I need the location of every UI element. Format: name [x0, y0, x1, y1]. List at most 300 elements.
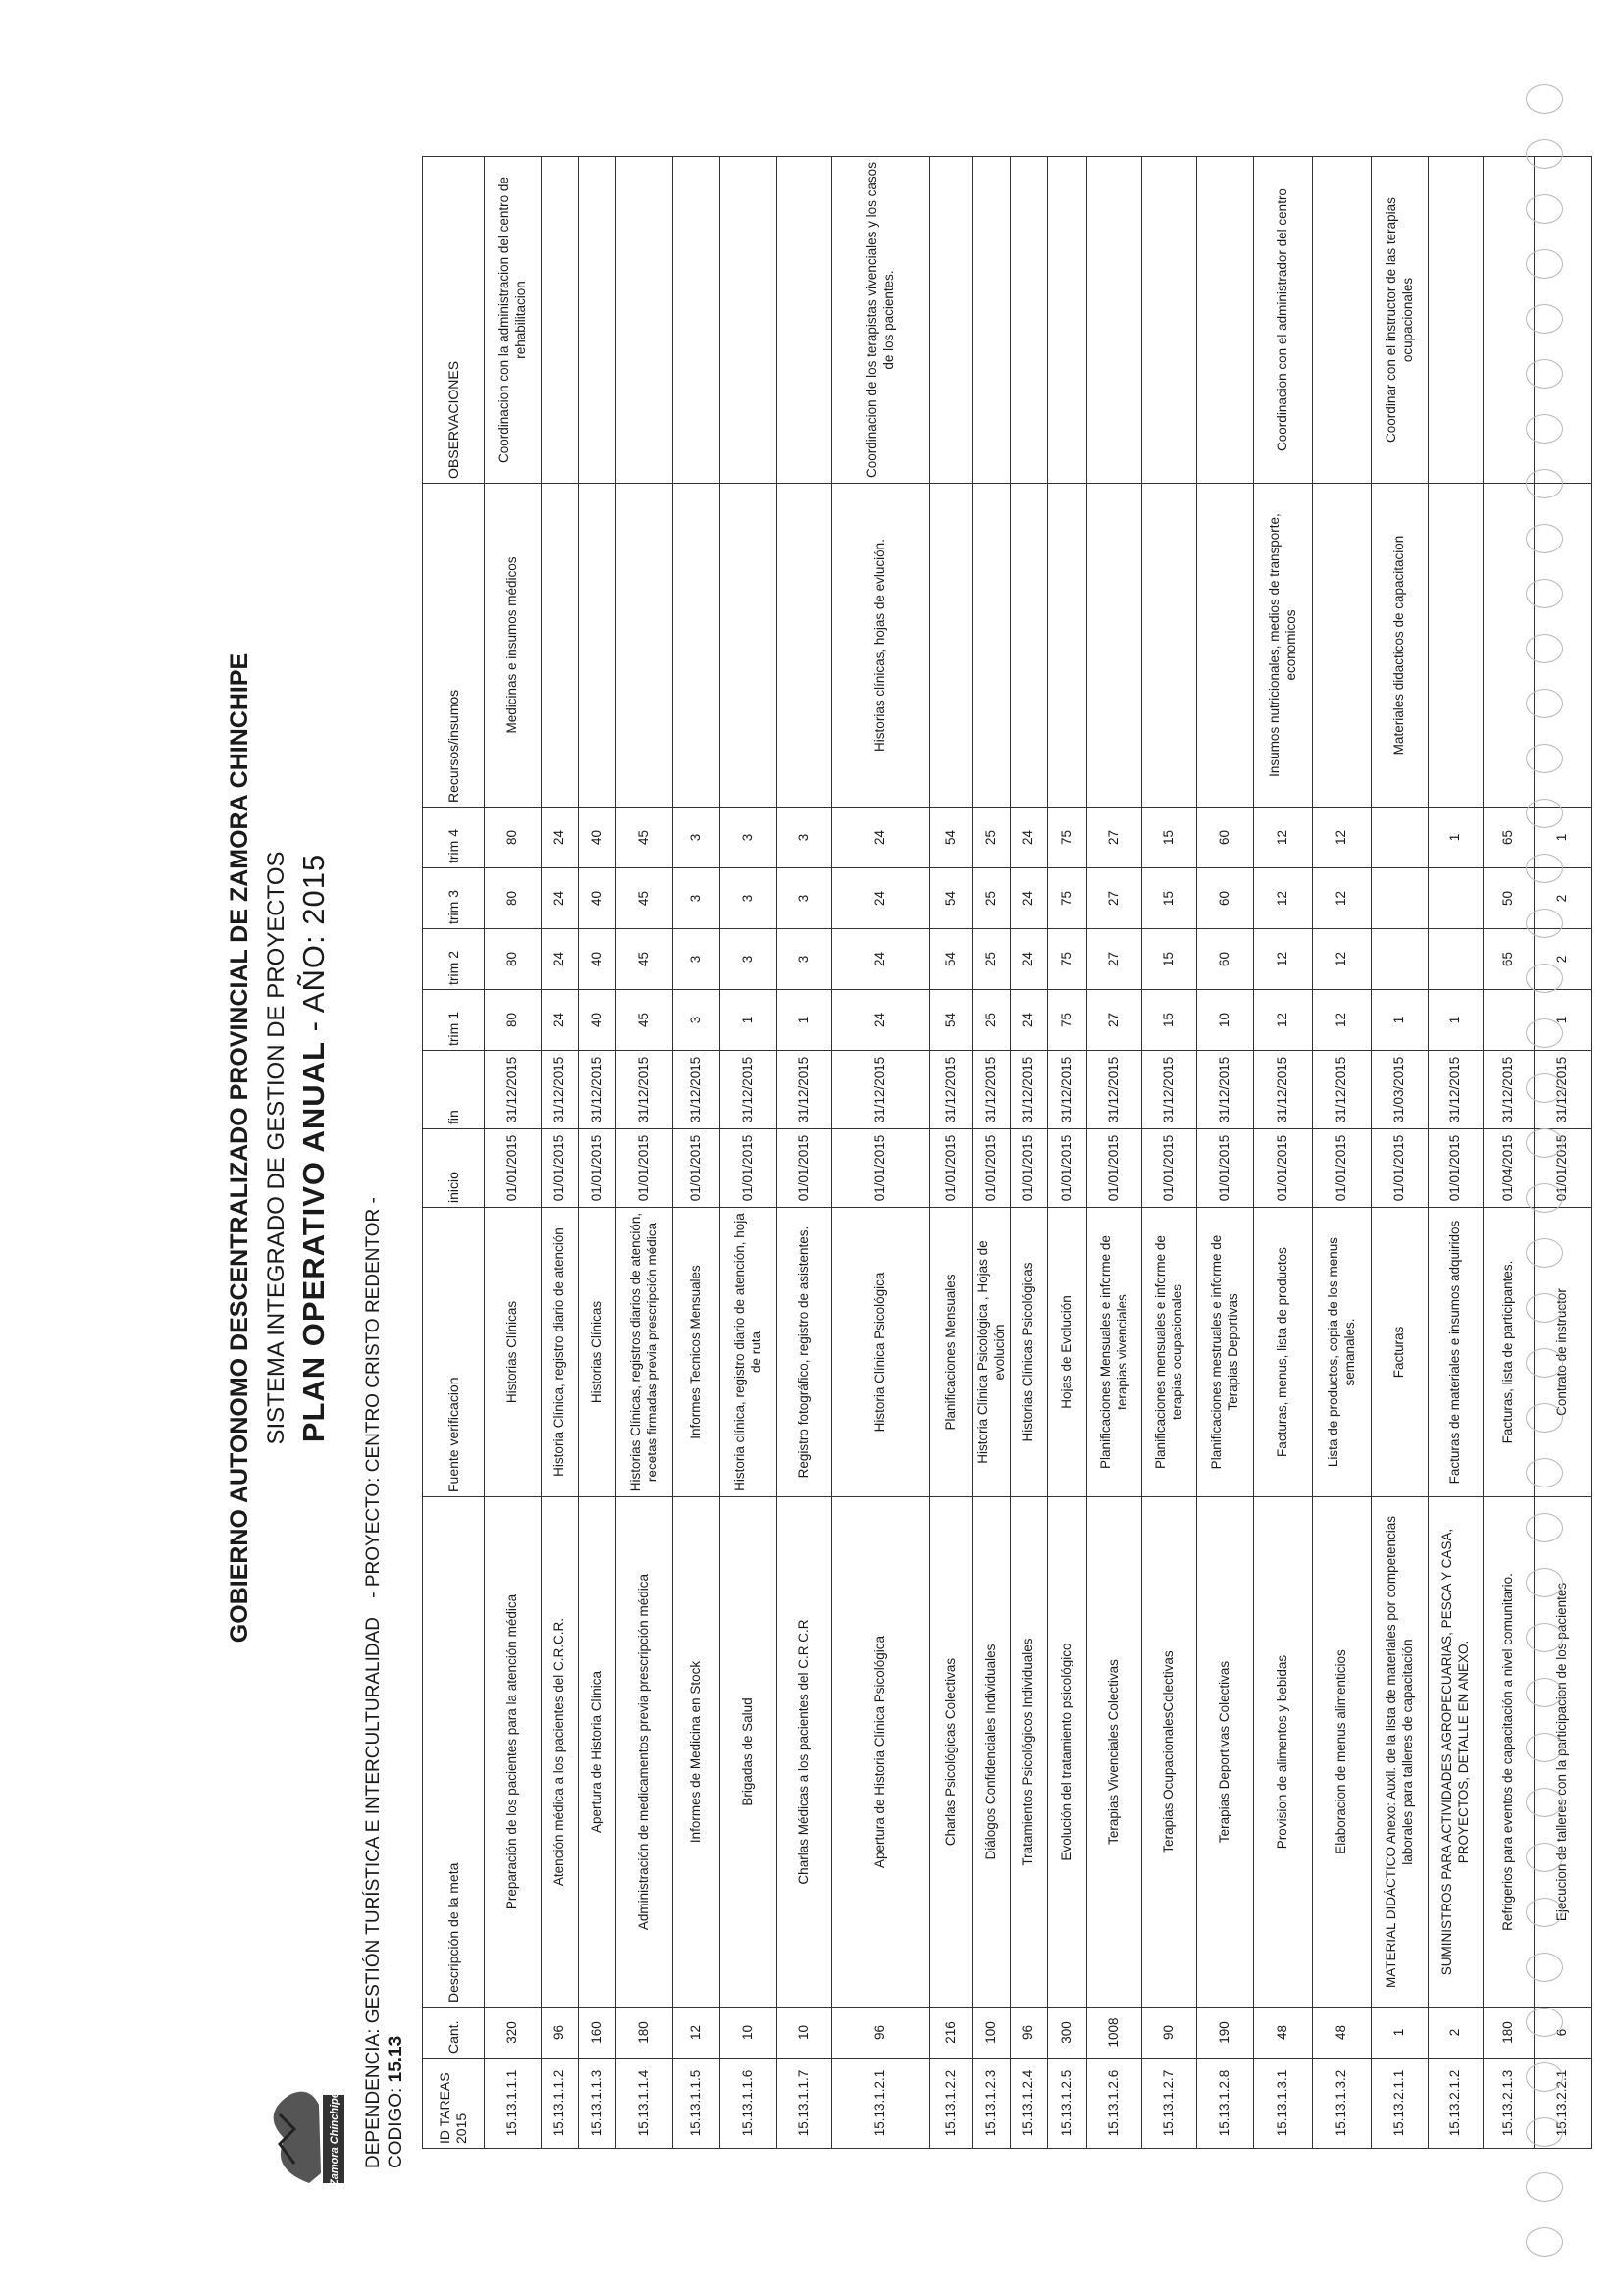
- binder-hole: [1526, 194, 1563, 224]
- table-row: [1197, 157, 1254, 2149]
- cell-t2: 65: [1484, 929, 1535, 990]
- cell-t4: 12: [1254, 808, 1313, 868]
- cell-fuente: Historia clínica, registro diario de atención, hoja de ruta: [720, 1208, 777, 1497]
- cell-recursos: [1197, 484, 1254, 808]
- cell-t1: 12: [1313, 990, 1372, 1051]
- cell-recursos: [579, 484, 616, 808]
- cell-fin: 31/12/2015: [485, 1051, 542, 1129]
- cell-fuente: Historias Clínicas: [485, 1208, 542, 1497]
- cell-fin: 31/12/2015: [832, 1051, 930, 1129]
- cell-t4: 54: [930, 808, 973, 868]
- cell-id: 15.13.1.1.7: [777, 2059, 832, 2149]
- cell-obs: [1197, 157, 1254, 484]
- cell-desc: Charlas Psicológicas Colectivas: [930, 1497, 973, 2008]
- cell-cant: 48: [1313, 2008, 1372, 2059]
- cell-t2: 3: [777, 929, 832, 990]
- cell-id: 15.13.1.2.5: [1048, 2059, 1087, 2149]
- cell-recursos: [1048, 484, 1087, 808]
- cell-fin: 31/12/2015: [720, 1051, 777, 1129]
- cell-t4: 60: [1197, 808, 1254, 868]
- code-value: 15.13: [386, 2035, 406, 2083]
- cell-id: 15.13.1.2.3: [973, 2059, 1011, 2149]
- cell-t1: 80: [485, 990, 542, 1051]
- cell-fuente: Historia Clínica Psicológica , Hojas de evolución: [973, 1208, 1011, 1497]
- cell-obs: [1011, 157, 1048, 484]
- col-trim1: trim 1: [423, 990, 485, 1051]
- binder-hole: [1526, 249, 1563, 279]
- cell-obs: [579, 157, 616, 484]
- cell-cant: 1008: [1087, 2008, 1142, 2059]
- logo-text: Zamora Chinchipe: [329, 2092, 340, 2186]
- cell-cant: 96: [542, 2008, 579, 2059]
- cell-t3: 3: [673, 868, 720, 929]
- cell-recursos: [1313, 484, 1372, 808]
- cell-cant: 96: [832, 2008, 930, 2059]
- cell-inicio: 01/01/2015: [1535, 1129, 1592, 1208]
- cell-t3: 60: [1197, 868, 1254, 929]
- cell-t3: 40: [579, 868, 616, 929]
- cell-obs: [1048, 157, 1087, 484]
- cell-fuente: Facturas, lista de participantes.: [1484, 1208, 1535, 1497]
- cell-t3: 24: [542, 868, 579, 929]
- binder-hole: [1526, 634, 1563, 663]
- cell-t4: 15: [1142, 808, 1197, 868]
- cell-t1: 3: [673, 990, 720, 1051]
- cell-inicio: 01/01/2015: [1197, 1129, 1254, 1208]
- cell-fin: 31/12/2015: [1011, 1051, 1048, 1129]
- binder-hole: [1526, 414, 1563, 444]
- plan-year: - AÑO: 2015: [296, 853, 331, 1032]
- cell-inicio: 01/01/2015: [1048, 1129, 1087, 1208]
- cell-t2: 24: [1011, 929, 1048, 990]
- cell-t1: 1: [1429, 990, 1484, 1051]
- system-title: SISTEMA INTEGRADO DE GESTION DE PROYECTOS: [263, 851, 289, 1445]
- binder-hole: [1526, 1348, 1563, 1378]
- cell-t3: 75: [1048, 868, 1087, 929]
- binder-hole: [1526, 1513, 1563, 1542]
- cell-recursos: [1429, 484, 1484, 808]
- cell-obs: [673, 157, 720, 484]
- col-id: ID TAREAS 2015: [423, 2059, 485, 2149]
- cell-desc: Apertura de Historia Clínica: [579, 1497, 616, 2008]
- cell-t2: 24: [542, 929, 579, 990]
- cell-recursos: [720, 484, 777, 808]
- table-row: [1254, 157, 1313, 2149]
- cell-fin: 31/12/2015: [930, 1051, 973, 1129]
- cell-id: 15.13.1.2.6: [1087, 2059, 1142, 2149]
- cell-id: 15.13.1.2.2: [930, 2059, 973, 2149]
- cell-t1: 40: [579, 990, 616, 1051]
- cell-id: 15.13.1.3.2: [1313, 2059, 1372, 2149]
- cell-fin: 31/12/2015: [673, 1051, 720, 1129]
- cell-cant: 160: [579, 2008, 616, 2059]
- binder-hole: [1526, 1898, 1563, 1927]
- cell-inicio: 01/01/2015: [930, 1129, 973, 1208]
- cell-inicio: 01/01/2015: [832, 1129, 930, 1208]
- cell-fin: 31/12/2015: [973, 1051, 1011, 1129]
- cell-t4: 40: [579, 808, 616, 868]
- cell-obs: Coordinacion de los terapistas vivenciales y los casos de los pacientes.: [832, 157, 930, 484]
- cell-cant: 100: [973, 2008, 1011, 2059]
- cell-cant: 10: [777, 2008, 832, 2059]
- project-value: CENTRO CRISTO REDENTOR -: [363, 1197, 384, 1473]
- cell-t2: 60: [1197, 929, 1254, 990]
- cell-desc: Diálogos Confidenciales Individuales: [973, 1497, 1011, 2008]
- table-row: [832, 157, 930, 2149]
- cell-fuente: Facturas, menus, lista de productos: [1254, 1208, 1313, 1497]
- binder-hole: [1526, 1183, 1563, 1213]
- binder-hole: [1526, 1623, 1563, 1652]
- cell-fin: 31/12/2015: [1087, 1051, 1142, 1129]
- cell-obs: [777, 157, 832, 484]
- cell-fuente: Informes Tecnicos Mensuales: [673, 1208, 720, 1497]
- cell-id: 15.13.2.1.1: [1372, 2059, 1429, 2149]
- cell-fin: 31/03/2015: [1372, 1051, 1429, 1129]
- cell-id: 15.13.1.2.7: [1142, 2059, 1197, 2149]
- binder-hole: [1526, 1128, 1563, 1158]
- binder-hole: [1526, 1403, 1563, 1433]
- cell-desc: Provision de alimentos y bebidas: [1254, 1497, 1313, 2008]
- dependency-label: DEPENDENCIA:: [363, 2028, 384, 2168]
- cell-t4: 24: [1011, 808, 1048, 868]
- cell-t4: 3: [673, 808, 720, 868]
- cell-recursos: [1087, 484, 1142, 808]
- cell-obs: Coordinacion con el administrador del centro: [1254, 157, 1313, 484]
- binder-hole: [1526, 139, 1563, 169]
- cell-t3: 15: [1142, 868, 1197, 929]
- binder-hole: [1526, 2062, 1563, 2092]
- cell-t1: 24: [832, 990, 930, 1051]
- col-fuente: Fuente verificacion: [423, 1208, 485, 1497]
- cell-t3: 3: [720, 868, 777, 929]
- cell-fin: 31/12/2015: [616, 1051, 673, 1129]
- cell-t1: 10: [1197, 990, 1254, 1051]
- cell-t4: [1372, 808, 1429, 868]
- cell-t3: 24: [1011, 868, 1048, 929]
- cell-inicio: 01/01/2015: [1313, 1129, 1372, 1208]
- cell-cant: 190: [1197, 2008, 1254, 2059]
- cell-t1: 45: [616, 990, 673, 1051]
- cell-fuente: Historia Clínica Psicológica: [832, 1208, 930, 1497]
- table-row: [1372, 157, 1429, 2149]
- table-row: [1313, 157, 1372, 2149]
- cell-cant: 216: [930, 2008, 973, 2059]
- table-row: [973, 157, 1011, 2149]
- cell-cant: 1: [1372, 2008, 1429, 2059]
- table-row: [542, 157, 579, 2149]
- cell-t1: 27: [1087, 990, 1142, 1051]
- table-row: [673, 157, 720, 2149]
- cell-desc: Apertura de Historia Clínica Psicológica: [832, 1497, 930, 2008]
- binder-hole: [1526, 744, 1563, 773]
- cell-inicio: 01/01/2015: [973, 1129, 1011, 1208]
- cell-t2: 12: [1313, 929, 1372, 990]
- cell-desc: Terapias OcupacionalesColectivas: [1142, 1497, 1197, 2008]
- cell-fin: 31/12/2015: [579, 1051, 616, 1129]
- cell-t1: 12: [1254, 990, 1313, 1051]
- cell-desc: SUMINISTROS PARA ACTIVIDADES AGROPECUARIAS, PESCA Y CASA, PROYECTOS, DETALLE EN ANEXO.: [1429, 1497, 1484, 2008]
- cell-inicio: 01/01/2015: [1429, 1129, 1484, 1208]
- cell-t3: 80: [485, 868, 542, 929]
- table-row: [1142, 157, 1197, 2149]
- cell-fuente: Facturas de materiales e insumos adquiridos: [1429, 1208, 1484, 1497]
- org-title: GOBIERNO AUTONOMO DESCENTRALIZADO PROVINCIAL DE ZAMORA CHINCHIPE: [226, 652, 253, 1644]
- binder-hole: [1526, 1953, 1563, 1982]
- binder-hole: [1526, 359, 1563, 389]
- cell-t2: 75: [1048, 929, 1087, 990]
- binder-hole: [1526, 469, 1563, 498]
- cell-t4: 25: [973, 808, 1011, 868]
- cell-t4: 80: [485, 808, 542, 868]
- table-body: [485, 157, 1592, 2149]
- cell-t2: [1372, 929, 1429, 990]
- cell-t1: 24: [1011, 990, 1048, 1051]
- cell-cant: 96: [1011, 2008, 1048, 2059]
- cell-fin: 31/12/2015: [1197, 1051, 1254, 1129]
- binder-hole: [1526, 84, 1563, 114]
- cell-fin: 31/12/2015: [1254, 1051, 1313, 1129]
- cell-t4: 1: [1429, 808, 1484, 868]
- cell-recursos: Materiales didacticos de capacitacion: [1372, 484, 1429, 808]
- cell-t1: 1: [1535, 990, 1592, 1051]
- cell-t1: 1: [777, 990, 832, 1051]
- cell-t4: 3: [720, 808, 777, 868]
- binder-hole: [1526, 2172, 1563, 2202]
- cell-obs: [616, 157, 673, 484]
- col-trim2: trim 2: [423, 929, 485, 990]
- cell-fin: 31/12/2015: [1535, 1051, 1592, 1129]
- cell-desc: Terapias Deportivas Colectivas: [1197, 1497, 1254, 2008]
- cell-fuente: Planificaciones mestruales e informe de Terapias Deportivas: [1197, 1208, 1254, 1497]
- cell-desc: Ejecucion de talleres con la participacion de los pacientes: [1535, 1497, 1592, 2008]
- cell-t2: [1429, 929, 1484, 990]
- cell-obs: Coordinacion con la administracion del centro de rehabilitacion: [485, 157, 542, 484]
- cell-t4: 24: [542, 808, 579, 868]
- table-row: [579, 157, 616, 2149]
- cell-t3: [1429, 868, 1484, 929]
- binder-hole: [1526, 524, 1563, 553]
- cell-t4: 24: [832, 808, 930, 868]
- cell-t1: 54: [930, 990, 973, 1051]
- binder-hole: [1526, 1018, 1563, 1048]
- binder-hole: [1526, 2117, 1563, 2147]
- cell-t2: 3: [720, 929, 777, 990]
- cell-t2: 2: [1535, 929, 1592, 990]
- cell-desc: Tratamientos Psicológicos Individuales: [1011, 1497, 1048, 2008]
- cell-t3: 12: [1313, 868, 1372, 929]
- cell-obs: [1142, 157, 1197, 484]
- binder-hole: [1526, 2227, 1563, 2257]
- cell-t2: 27: [1087, 929, 1142, 990]
- col-fin: fin: [423, 1051, 485, 1129]
- cell-t4: 45: [616, 808, 673, 868]
- cell-desc: Preparación de los pacientes para la atención médica: [485, 1497, 542, 2008]
- cell-fuente: Facturas: [1372, 1208, 1429, 1497]
- cell-inicio: 01/01/2015: [1011, 1129, 1048, 1208]
- cell-fin: 31/12/2015: [1429, 1051, 1484, 1129]
- cell-inicio: 01/01/2015: [1087, 1129, 1142, 1208]
- cell-t1: 25: [973, 990, 1011, 1051]
- cell-t3: 27: [1087, 868, 1142, 929]
- cell-desc: Elaboracion de menus alimenticios: [1313, 1497, 1372, 2008]
- binder-hole: [1526, 1293, 1563, 1323]
- cell-t1: 1: [720, 990, 777, 1051]
- cell-desc: Informes de Medicina en Stock: [673, 1497, 720, 2008]
- cell-t4: 27: [1087, 808, 1142, 868]
- code-label: CODIGO:: [386, 2087, 406, 2168]
- cell-cant: 180: [1484, 2008, 1535, 2059]
- cell-recursos: Medicinas e insumos médicos: [485, 484, 542, 808]
- cell-t2: 40: [579, 929, 616, 990]
- cell-t1: 1: [1372, 990, 1429, 1051]
- binder-hole: [1526, 1678, 1563, 1707]
- binder-hole: [1526, 799, 1563, 828]
- cell-recursos: [673, 484, 720, 808]
- cell-t4: 75: [1048, 808, 1087, 868]
- project-label: - PROYECTO:: [363, 1477, 384, 1598]
- cell-recursos: [930, 484, 973, 808]
- cell-id: 15.13.2.1.2: [1429, 2059, 1484, 2149]
- cell-inicio: 01/01/2015: [542, 1129, 579, 1208]
- cell-id: 15.13.1.2.4: [1011, 2059, 1048, 2149]
- cell-id: 15.13.1.3.1: [1254, 2059, 1313, 2149]
- binder-hole: [1526, 1788, 1563, 1817]
- cell-id: 15.13.1.2.8: [1197, 2059, 1254, 2149]
- plan-title-text: PLAN OPERATIVO ANUAL: [296, 1041, 331, 1443]
- cell-t2: 54: [930, 929, 973, 990]
- binder-hole: [1526, 1733, 1563, 1762]
- cell-cant: 12: [673, 2008, 720, 2059]
- cell-fuente: Planificaciones Mensuales e informe de terapias vivenciales: [1087, 1208, 1142, 1497]
- cell-fin: 31/12/2015: [542, 1051, 579, 1129]
- cell-t3: 2: [1535, 868, 1592, 929]
- cell-t2: 45: [616, 929, 673, 990]
- table-row: [777, 157, 832, 2149]
- cell-obs: [1087, 157, 1142, 484]
- cell-cant: 10: [720, 2008, 777, 2059]
- cell-fuente: Planificaciones mensuales e informe de terapias ocupacionales: [1142, 1208, 1197, 1497]
- cell-t4: 1: [1535, 808, 1592, 868]
- cell-recursos: [542, 484, 579, 808]
- table-row: [930, 157, 973, 2149]
- cell-fin: 31/12/2015: [777, 1051, 832, 1129]
- plan-table: [422, 156, 1592, 2149]
- col-trim3: trim 3: [423, 868, 485, 929]
- binder-hole: [1526, 1843, 1563, 1872]
- cell-obs: [1313, 157, 1372, 484]
- cell-obs: [1429, 157, 1484, 484]
- cell-obs: Coordinar con el instructor de las terapias ocupacionales: [1372, 157, 1429, 484]
- dependency-value: GESTIÓN TURÍSTICA E INTERCULTURALIDAD: [363, 1617, 384, 2024]
- cell-inicio: 01/01/2015: [777, 1129, 832, 1208]
- cell-id: 15.13.2.1.3: [1484, 2059, 1535, 2149]
- cell-obs: [930, 157, 973, 484]
- code-line: [386, 2036, 407, 2168]
- cell-recursos: [973, 484, 1011, 808]
- table-row: [616, 157, 673, 2149]
- table-row: [1429, 157, 1484, 2149]
- cell-inicio: 01/01/2015: [1254, 1129, 1313, 1208]
- col-recursos: Recursos/insumos: [423, 484, 485, 808]
- binder-hole: [1526, 1568, 1563, 1597]
- binder-hole: [1526, 964, 1563, 993]
- cell-fuente: Hojas de Evolución: [1048, 1208, 1087, 1497]
- cell-id: 15.13.1.1.4: [616, 2059, 673, 2149]
- cell-fuente: Planificaciones Mensuales: [930, 1208, 973, 1497]
- cell-obs: [542, 157, 579, 484]
- table-header-row: [423, 157, 485, 2149]
- cell-inicio: 01/01/2015: [485, 1129, 542, 1208]
- table-row: [1087, 157, 1142, 2149]
- cell-fuente: Historias Clínicas, registros diarios de atención, recetas firmadas previa prescripción médica: [616, 1208, 673, 1497]
- cell-desc: Evolución del tratamiento psicológico: [1048, 1497, 1087, 2008]
- cell-fin: 31/12/2015: [1048, 1051, 1087, 1129]
- cell-desc: Refrigerios para eventos de capacitación a nivel comunitario.: [1484, 1497, 1535, 2008]
- cell-t3: 25: [973, 868, 1011, 929]
- cell-fuente: Lista de productos, copia de los menus semanales.: [1313, 1208, 1372, 1497]
- cell-id: 15.13.1.1.3: [579, 2059, 616, 2149]
- cell-recursos: [777, 484, 832, 808]
- cell-t1: 15: [1142, 990, 1197, 1051]
- cell-cant: 2: [1429, 2008, 1484, 2059]
- cell-fuente: Historias Clínicas Psicológicas: [1011, 1208, 1048, 1497]
- cell-t2: 24: [832, 929, 930, 990]
- cell-t4: 12: [1313, 808, 1372, 868]
- cell-t4: 3: [777, 808, 832, 868]
- cell-t3: [1372, 868, 1429, 929]
- col-inicio: inicio: [423, 1129, 485, 1208]
- cell-cant: 180: [616, 2008, 673, 2059]
- cell-cant: 6: [1535, 2008, 1592, 2059]
- cell-cant: 90: [1142, 2008, 1197, 2059]
- cell-id: 15.13.1.1.5: [673, 2059, 720, 2149]
- cell-desc: Charlas Médicas a los pacientes del C.R.C.R: [777, 1497, 832, 2008]
- cell-t3: 50: [1484, 868, 1535, 929]
- cell-inicio: 01/04/2015: [1484, 1129, 1535, 1208]
- table-row: [485, 157, 542, 2149]
- cell-t3: 3: [777, 868, 832, 929]
- table-row: [1048, 157, 1087, 2149]
- cell-id: 15.13.1.1.6: [720, 2059, 777, 2149]
- cell-id: 15.13.1.2.1: [832, 2059, 930, 2149]
- cell-t3: 45: [616, 868, 673, 929]
- cell-inicio: 01/01/2015: [720, 1129, 777, 1208]
- binder-hole: [1526, 909, 1563, 938]
- col-obs: OBSERVACIONES: [423, 157, 485, 484]
- cell-t2: 3: [673, 929, 720, 990]
- cell-t2: 25: [973, 929, 1011, 990]
- binder-hole: [1526, 1073, 1563, 1103]
- cell-desc: MATERIAL DIDÁCTICO Anexo: Auxil. de la lista de materiales por competencias laborales para talleres de capacitación: [1372, 1497, 1429, 2008]
- cell-recursos: [1142, 484, 1197, 808]
- cell-t2: 12: [1254, 929, 1313, 990]
- binder-hole: [1526, 304, 1563, 334]
- table-row: [1011, 157, 1048, 2149]
- cell-inicio: 01/01/2015: [673, 1129, 720, 1208]
- binder-hole: [1526, 689, 1563, 718]
- cell-cant: 320: [485, 2008, 542, 2059]
- cell-recursos: Historias clínicas, hojas de evlución.: [832, 484, 930, 808]
- cell-t4: 65: [1484, 808, 1535, 868]
- cell-fuente: Historias Clínicas: [579, 1208, 616, 1497]
- cell-id: 15.13.1.1.1: [485, 2059, 542, 2149]
- cell-id: 15.13.2.2.1: [1535, 2059, 1592, 2149]
- cell-t1: 75: [1048, 990, 1087, 1051]
- cell-obs: [973, 157, 1011, 484]
- dependency-line: [363, 1197, 385, 2168]
- cell-fuente: Registro fotográfico, registro de asistentes.: [777, 1208, 832, 1497]
- col-trim4: trim 4: [423, 808, 485, 868]
